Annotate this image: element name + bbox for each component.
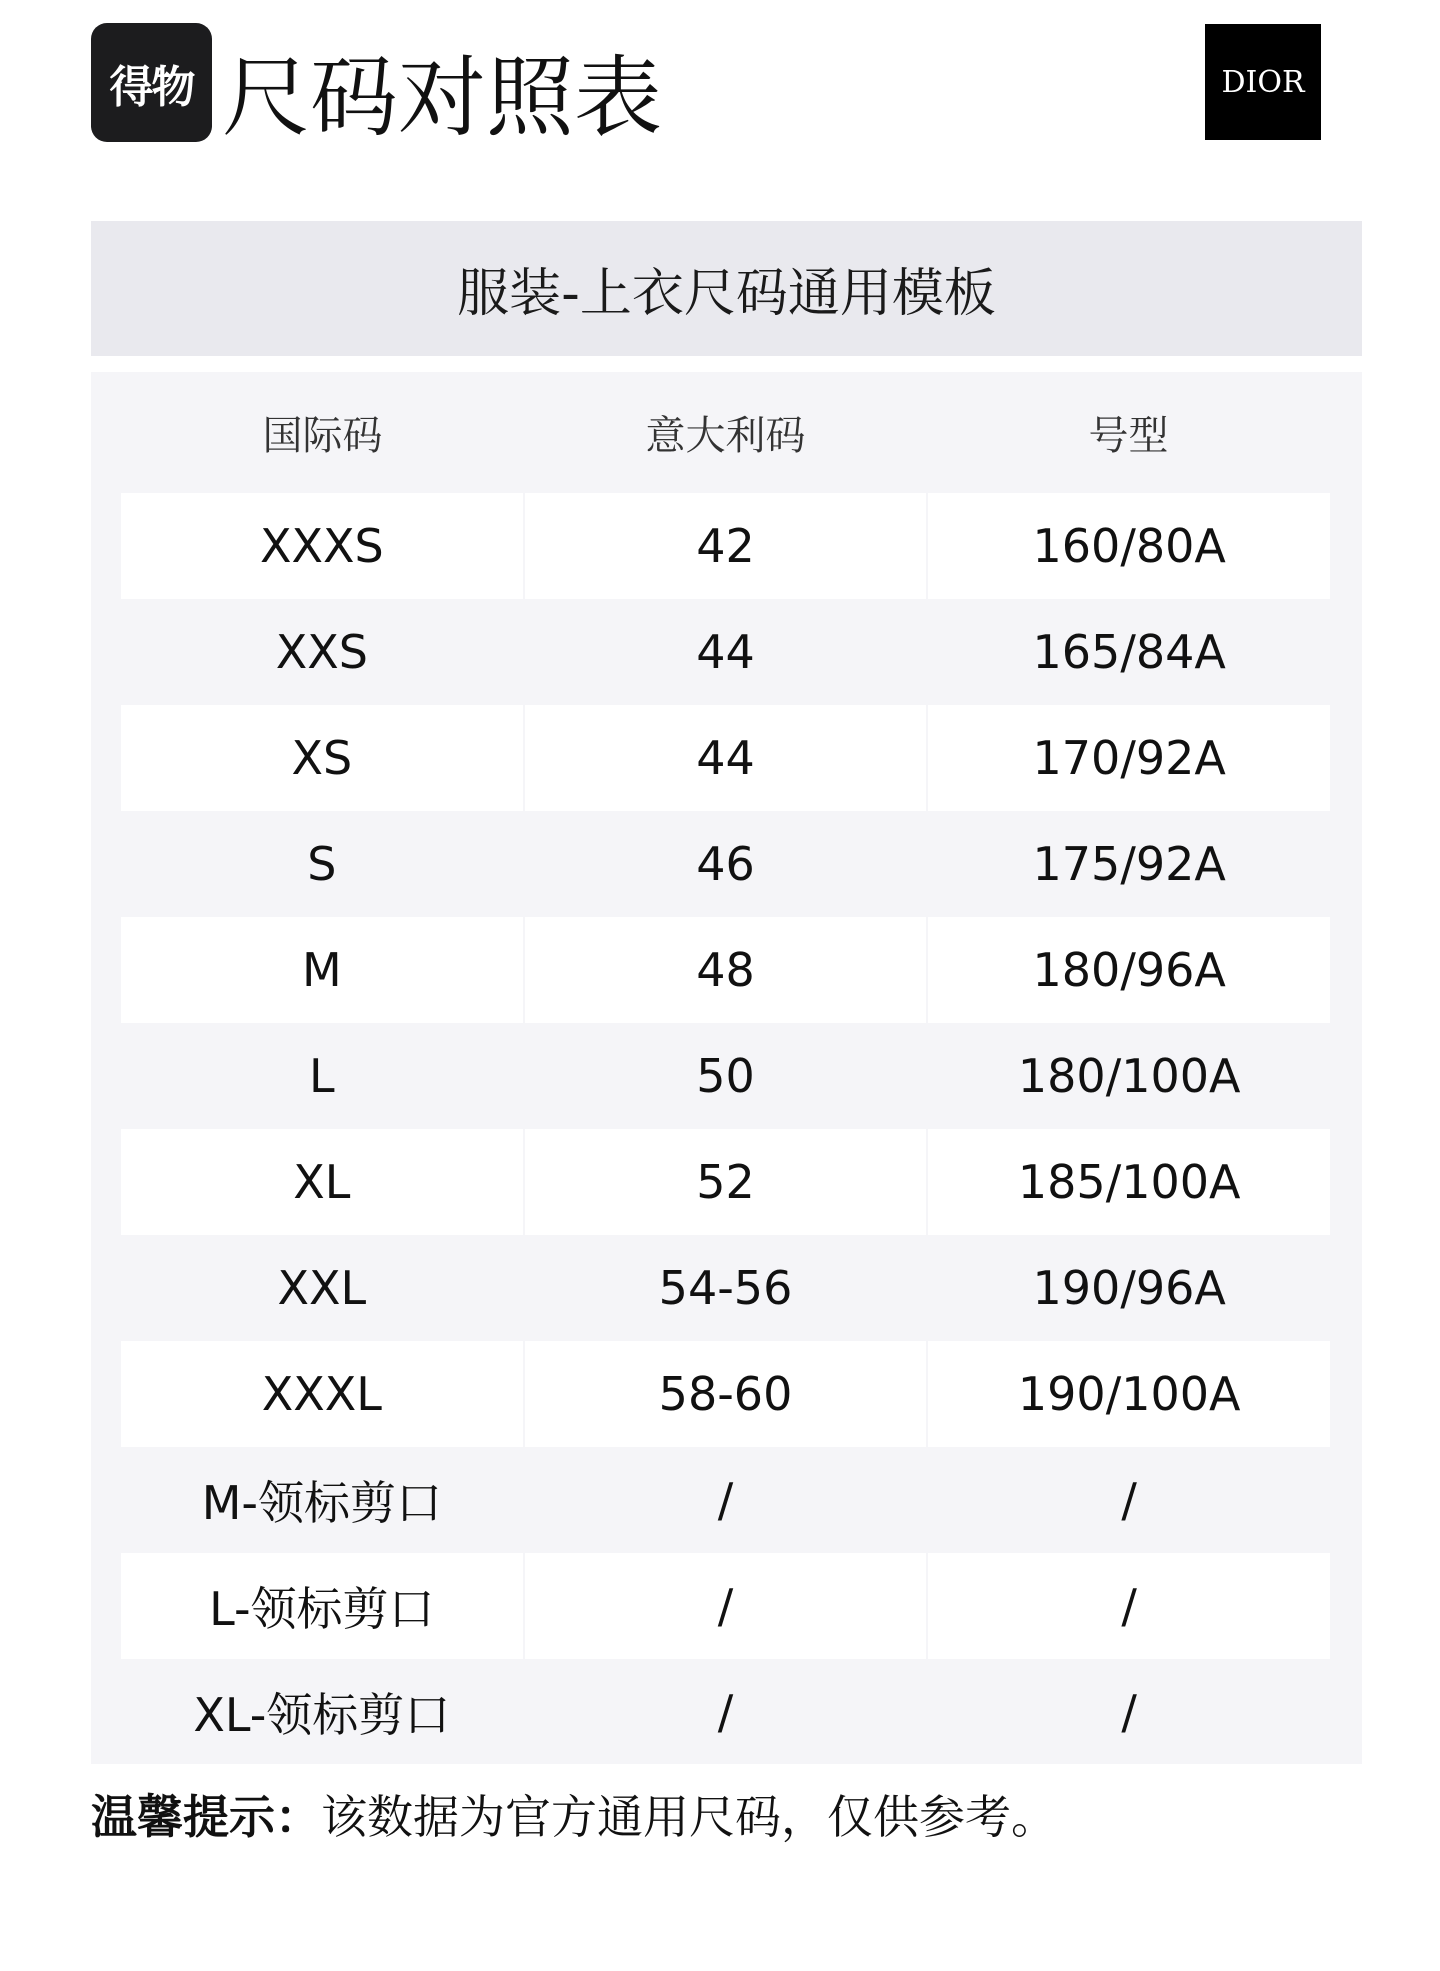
body-type-cell: / xyxy=(928,1553,1330,1659)
body-type-cell: 180/96A xyxy=(928,917,1330,1023)
italian-size-cell: 42 xyxy=(525,493,927,599)
tip-label: 温馨提示： xyxy=(91,1790,321,1844)
table-body xyxy=(121,493,1330,1765)
table-row xyxy=(121,1553,1330,1659)
table-row xyxy=(121,493,1330,599)
table-row xyxy=(121,917,1330,1023)
italian-size-cell: 44 xyxy=(696,625,755,679)
column-header-international-size: 国际码 xyxy=(262,412,383,459)
italian-size-cell: 52 xyxy=(525,1129,927,1235)
italian-size-cell: 58-60 xyxy=(525,1341,927,1447)
table-row xyxy=(121,1659,1330,1765)
international-size-cell: XXS xyxy=(275,625,368,679)
italian-size-cell: 50 xyxy=(696,1049,755,1103)
tip-text: 该数据为官方通用尺码，仅供参考。 xyxy=(321,1790,1057,1844)
italian-size-cell: / xyxy=(525,1553,927,1659)
table-row xyxy=(121,599,1330,705)
body-type-cell: 180/100A xyxy=(1017,1049,1241,1103)
body-type-cell: 190/96A xyxy=(1032,1261,1226,1315)
international-size-cell: L-领标剪口 xyxy=(121,1553,523,1659)
italian-size-cell: 54-56 xyxy=(658,1261,793,1315)
international-size-cell: XL xyxy=(121,1129,523,1235)
body-type-cell: / xyxy=(1121,1685,1137,1739)
italian-size-cell: 48 xyxy=(525,917,927,1023)
body-type-cell: 170/92A xyxy=(928,705,1330,811)
italian-size-cell: / xyxy=(717,1685,734,1739)
column-header-body-type: 号型 xyxy=(1088,412,1169,459)
international-size-cell: M-领标剪口 xyxy=(201,1476,442,1530)
table-row xyxy=(121,1129,1330,1235)
italian-size-cell: 46 xyxy=(696,837,755,891)
international-size-cell: XL-领标剪口 xyxy=(193,1688,451,1742)
international-size-cell: L xyxy=(309,1049,335,1103)
table-row xyxy=(121,1447,1330,1553)
table-row xyxy=(121,705,1330,811)
international-size-cell: M xyxy=(121,917,523,1023)
table-row xyxy=(121,811,1330,917)
table-row xyxy=(121,1235,1330,1341)
body-type-cell: 175/92A xyxy=(1032,837,1226,891)
brand-logo: DIOR xyxy=(1205,24,1321,140)
international-size-cell: XXXS xyxy=(121,493,523,599)
column-header-italian-size: 意大利码 xyxy=(645,412,806,459)
tip-note xyxy=(91,1782,1057,1852)
international-size-cell: XXL xyxy=(277,1261,367,1315)
body-type-cell: 185/100A xyxy=(928,1129,1330,1235)
international-size-cell: XXXL xyxy=(121,1341,523,1447)
size-table xyxy=(91,372,1362,1764)
table-header-row xyxy=(121,372,1330,492)
international-size-cell: XS xyxy=(121,705,523,811)
body-type-cell: 190/100A xyxy=(928,1341,1330,1447)
body-type-cell: 165/84A xyxy=(1032,625,1226,679)
body-type-cell: / xyxy=(1121,1473,1137,1527)
international-size-cell: S xyxy=(307,837,337,891)
table-row xyxy=(121,1023,1330,1129)
body-type-cell: 160/80A xyxy=(928,493,1330,599)
template-title: 服装-上衣尺码通用模板 xyxy=(91,221,1362,356)
italian-size-cell: / xyxy=(717,1473,734,1527)
page-title: 尺码对照表 xyxy=(222,46,663,149)
app-logo: 得物 xyxy=(91,23,212,142)
table-row xyxy=(121,1341,1330,1447)
italian-size-cell: 44 xyxy=(525,705,927,811)
